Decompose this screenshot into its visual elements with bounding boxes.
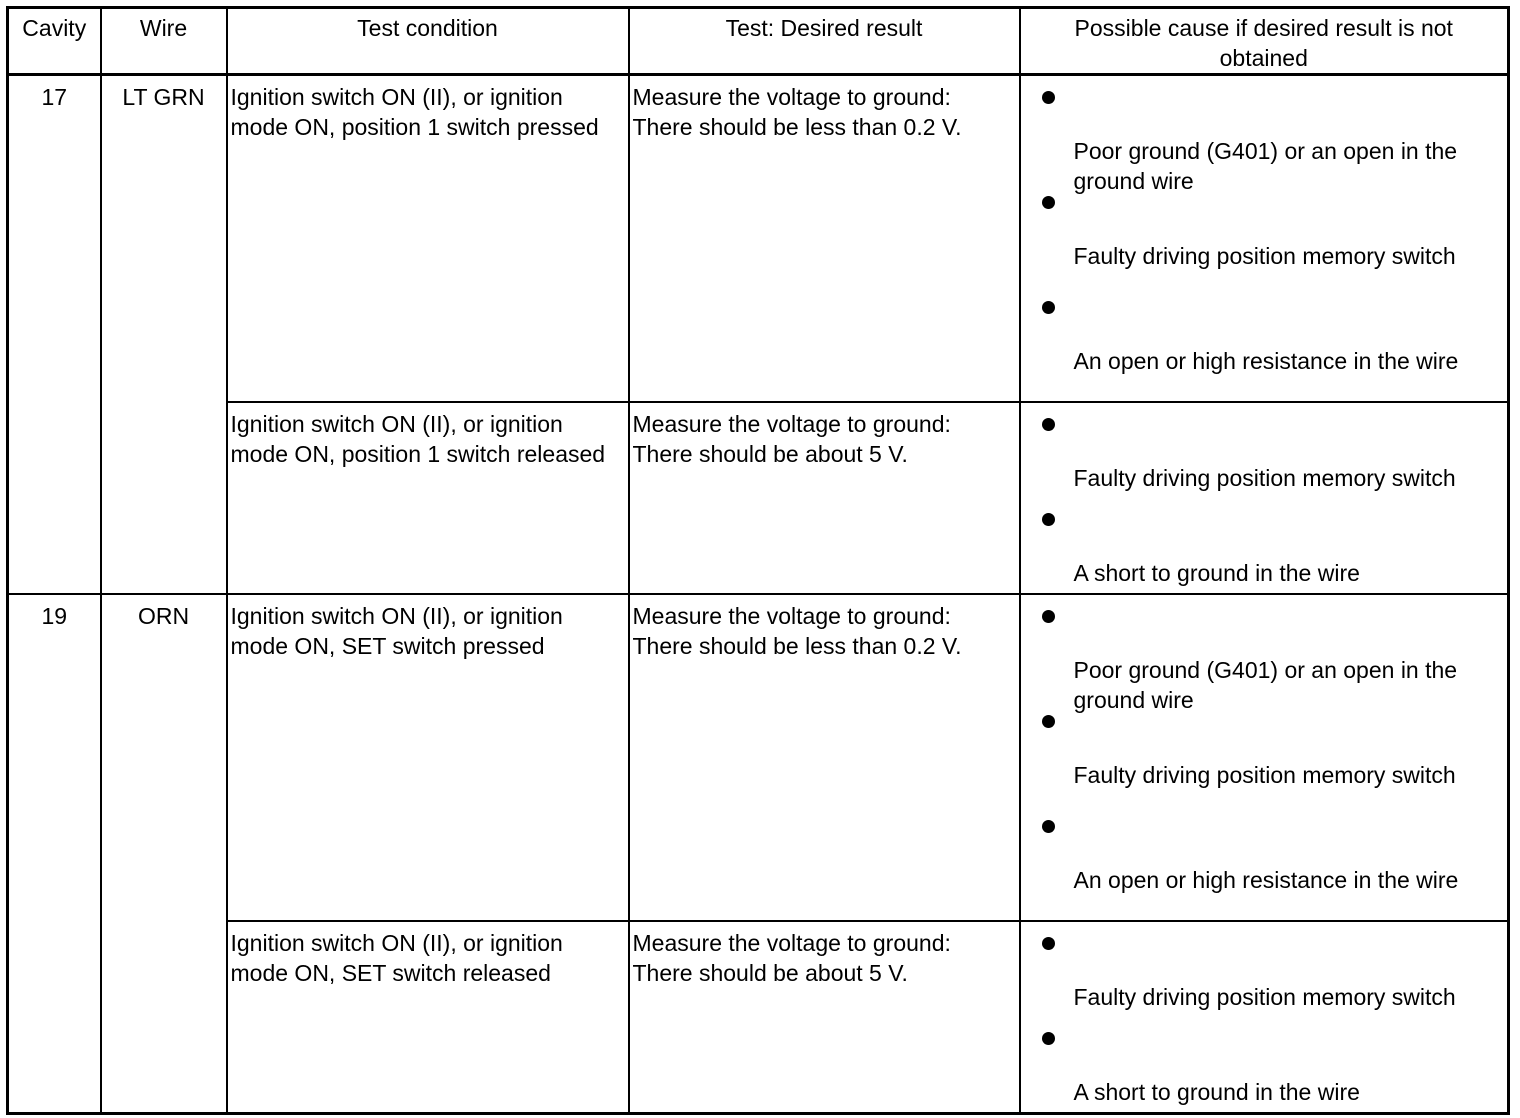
list-item [1021,805,1508,910]
bullet-icon [1042,418,1055,431]
cause-list [1021,76,1508,391]
header-possible-cause: Possible cause if desired result is not obtained [1020,8,1509,75]
bullet-icon [1042,820,1055,833]
header-wire: Wire [101,8,227,75]
bullet-icon [1042,91,1055,104]
list-item [1021,922,1508,1017]
table-row [8,594,1509,921]
list-item [1021,403,1508,498]
bullet-icon [1042,610,1055,623]
cause-text: Poor ground (G401) or an open in the ground wire [1073,656,1458,713]
possible-cause-cell [1020,921,1509,1114]
cause-text: Faulty driving position memory switch [1073,243,1456,269]
bullet-icon [1042,715,1055,728]
wire-color-cell: LT GRN [101,75,227,594]
test-condition-cell: Ignition switch ON (II), or ignition mode ON, SET switch released [227,921,629,1114]
cavity-cell: 17 [8,75,101,594]
desired-result-cell: Measure the voltage to ground: There should be about 5 V. [629,402,1020,594]
test-condition-cell: Ignition switch ON (II), or ignition mode ON, position 1 switch released [227,402,629,594]
bullet-icon [1042,937,1055,950]
desired-result-cell: Measure the voltage to ground: There should be less than 0.2 V. [629,594,1020,921]
header-cavity: Cavity [8,8,101,75]
test-condition-cell: Ignition switch ON (II), or ignition mode ON, position 1 switch pressed [227,75,629,402]
troubleshooting-table [6,6,1510,1115]
bullet-icon [1042,196,1055,209]
list-item [1021,76,1508,194]
bullet-icon [1042,301,1055,314]
cause-text: An open or high resistance in the wire [1073,866,1459,893]
list-item [1021,700,1508,805]
list-item [1021,595,1508,713]
test-condition-cell: Ignition switch ON (II), or ignition mode ON, SET switch pressed [227,594,629,921]
list-item [1021,181,1508,286]
wire-color-cell: ORN [101,594,227,1114]
list-item [1021,1017,1508,1112]
cause-text: An open or high resistance in the wire [1073,348,1459,374]
cause-text: Faulty driving position memory switch [1073,983,1456,1010]
cause-text: A short to ground in the wire [1073,559,1360,586]
cause-text: Faulty driving position memory switch [1073,464,1456,491]
bullet-icon [1042,1032,1055,1045]
table-row [8,921,1509,1114]
table-row [8,402,1509,594]
cause-text: Poor ground (G401) or an open in the ground wire [1073,138,1458,194]
desired-result-cell: Measure the voltage to ground: There should be less than 0.2 V. [629,75,1020,402]
cause-list [1021,922,1508,1112]
cause-text: A short to ground in the wire [1073,1078,1360,1105]
desired-result-cell: Measure the voltage to ground: There should be about 5 V. [629,921,1020,1114]
possible-cause-cell [1020,75,1509,402]
possible-cause-cell [1020,402,1509,594]
list-item [1021,286,1508,391]
cause-text: Faulty driving position memory switch [1073,761,1456,788]
table-row [8,75,1509,402]
cause-list [1021,403,1508,593]
header-test-condition: Test condition [227,8,629,75]
header-row [8,8,1509,75]
cause-list [1021,595,1508,910]
list-item [1021,498,1508,593]
bullet-icon [1042,513,1055,526]
possible-cause-cell [1020,594,1509,921]
cavity-cell: 19 [8,594,101,1114]
header-desired-result: Test: Desired result [629,8,1020,75]
